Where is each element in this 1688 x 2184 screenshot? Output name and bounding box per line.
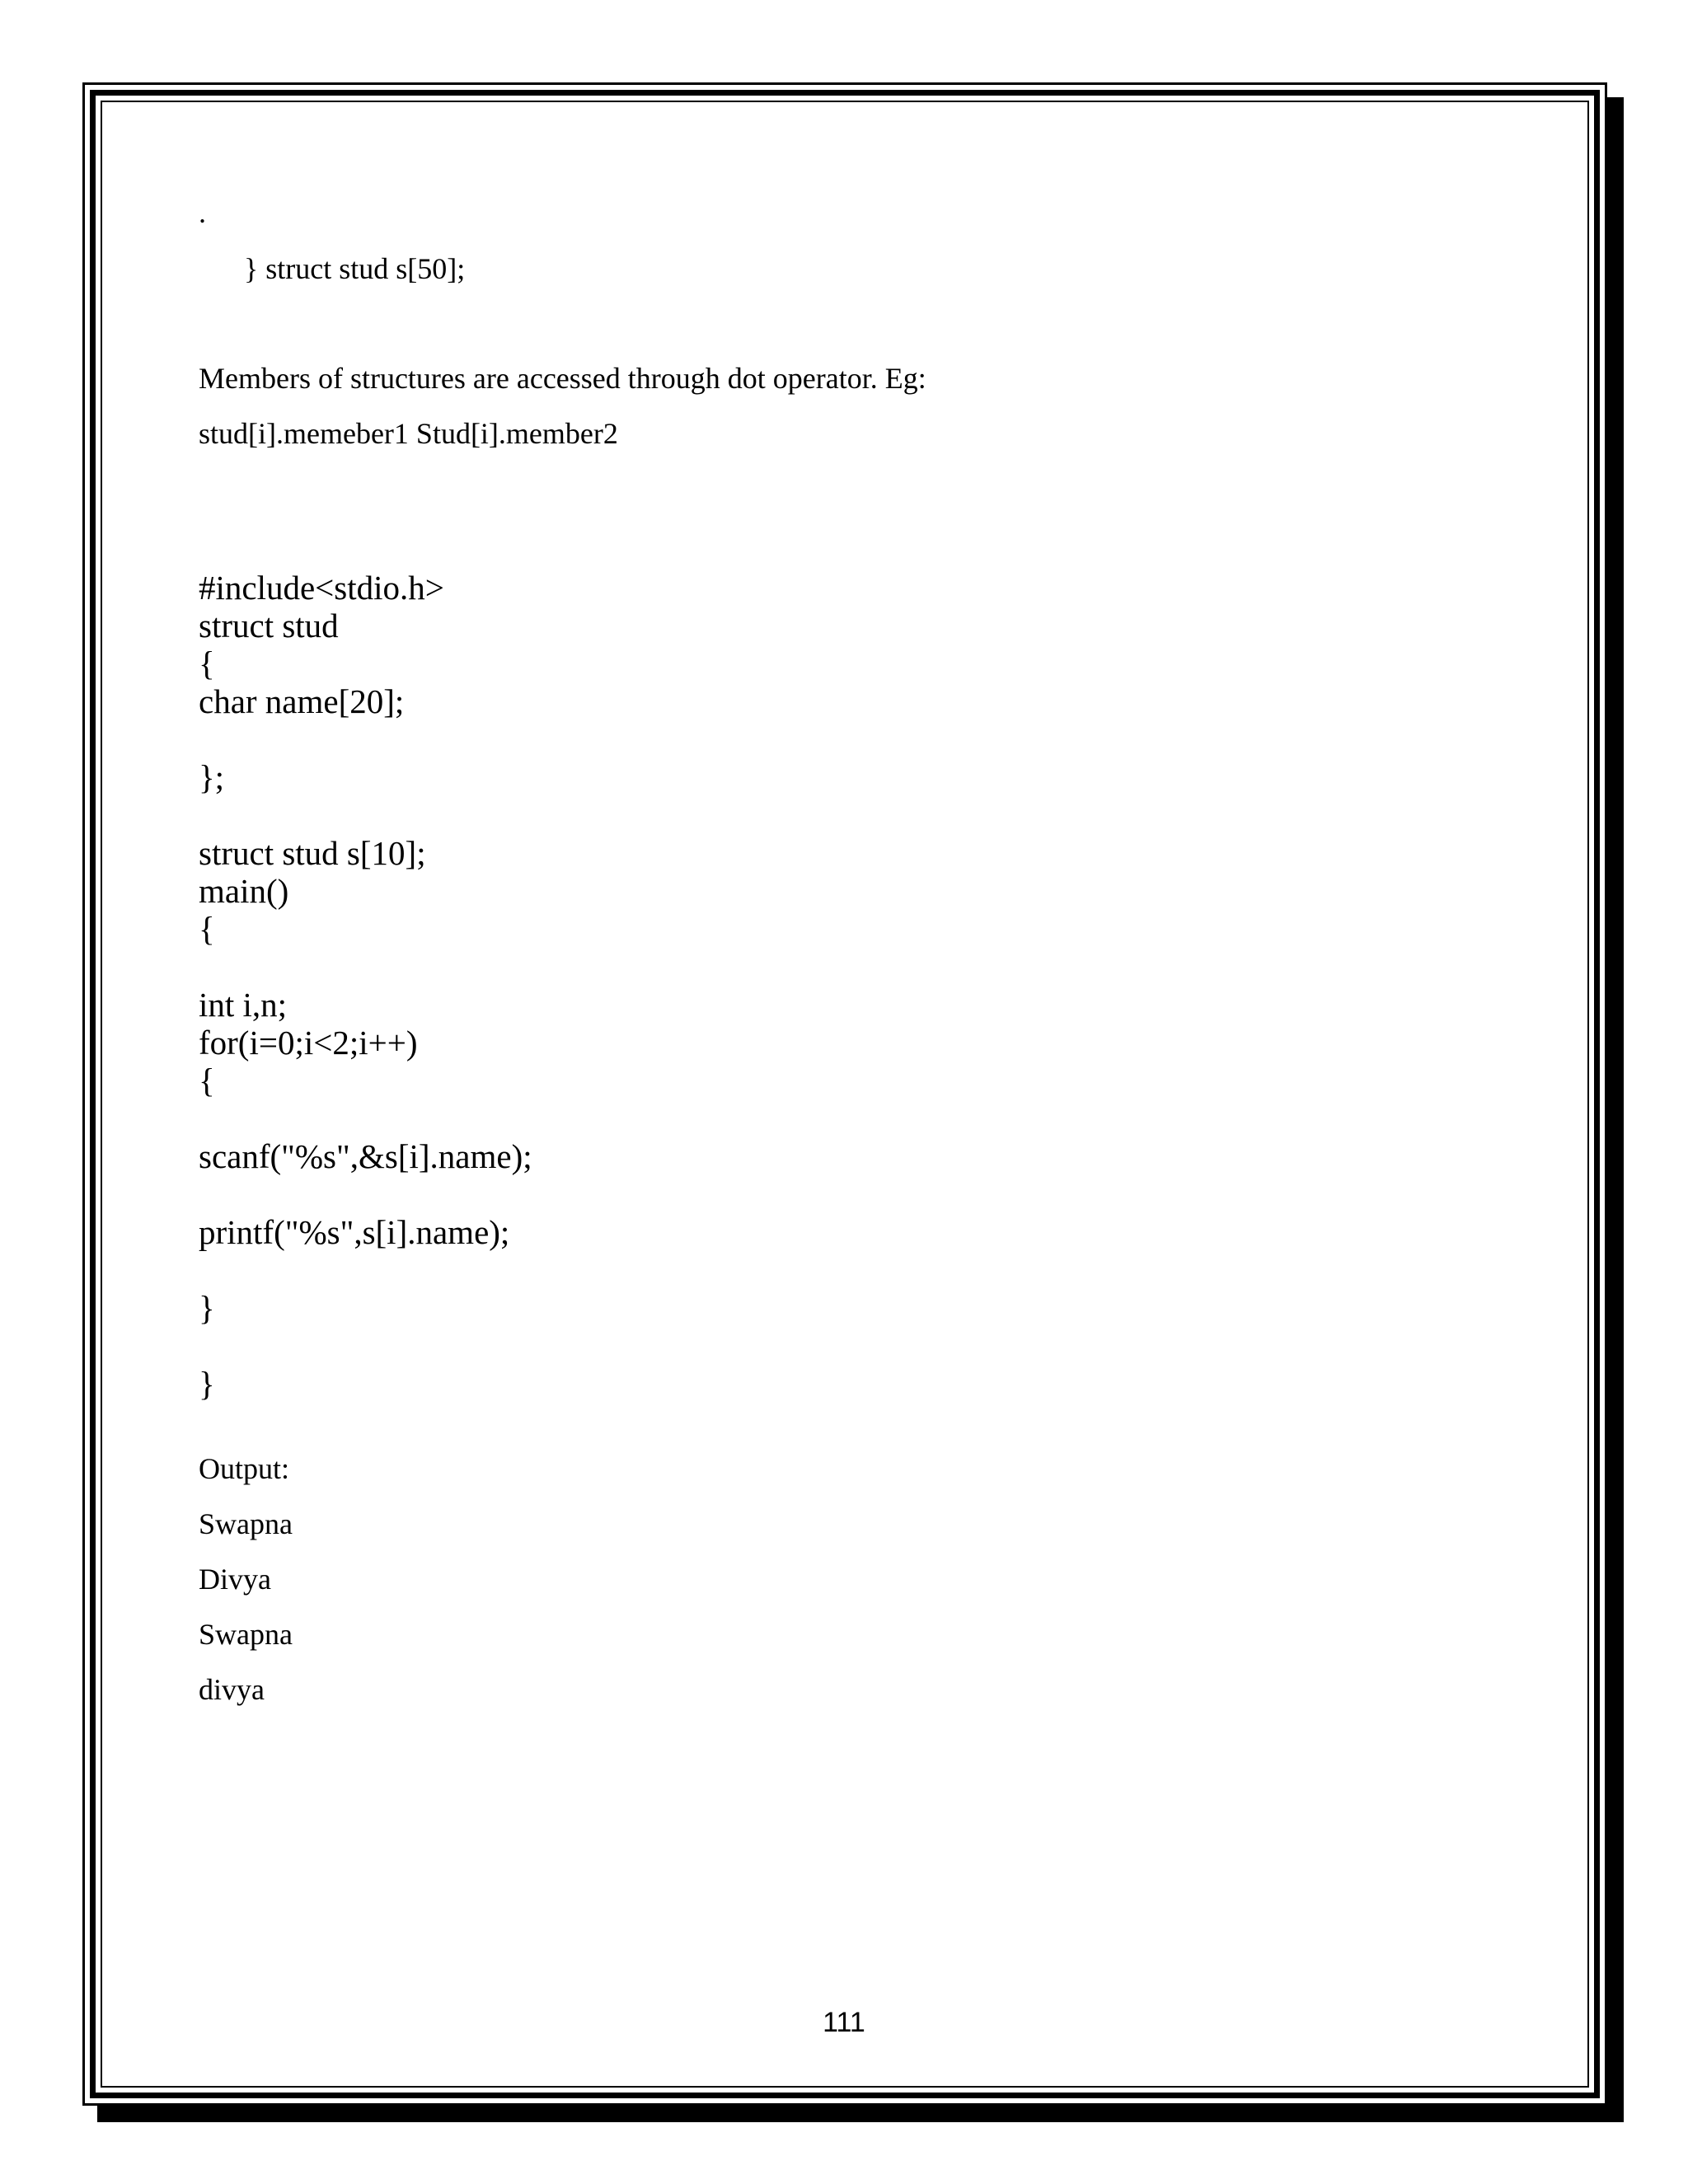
- code-line: #include<stdio.h>: [199, 569, 444, 607]
- output-line: Divya: [199, 1563, 271, 1596]
- leading-dot: .: [199, 196, 206, 229]
- code-line: for(i=0;i<2;i++): [199, 1024, 418, 1062]
- page-number: 111: [823, 2007, 865, 2038]
- page-border-inner: [101, 101, 1589, 2088]
- struct-array-declaration: } struct stud s[50];: [244, 252, 466, 285]
- code-line: int i,n;: [199, 986, 288, 1024]
- code-line: {: [199, 644, 215, 682]
- output-line: divya: [199, 1673, 265, 1706]
- paragraph-members-access: Members of structures are accessed through dot operator. Eg:: [199, 362, 926, 395]
- code-line: {: [199, 910, 215, 948]
- output-line: Swapna: [199, 1618, 293, 1651]
- code-line: {: [199, 1062, 215, 1099]
- code-line: main(): [199, 872, 289, 910]
- output-line: Swapna: [199, 1507, 293, 1540]
- code-line: struct stud: [199, 607, 339, 644]
- code-line: }: [199, 1289, 215, 1327]
- paragraph-member-example: stud[i].memeber1 Stud[i].member2: [199, 417, 618, 450]
- code-line: struct stud s[10];: [199, 834, 426, 872]
- code-line: char name[20];: [199, 682, 405, 720]
- code-line: scanf("%s",&s[i].name);: [199, 1137, 532, 1175]
- code-line: }: [199, 1365, 215, 1403]
- code-line: };: [199, 758, 225, 796]
- output-label: Output:: [199, 1452, 290, 1485]
- code-line: printf("%s",s[i].name);: [199, 1213, 510, 1251]
